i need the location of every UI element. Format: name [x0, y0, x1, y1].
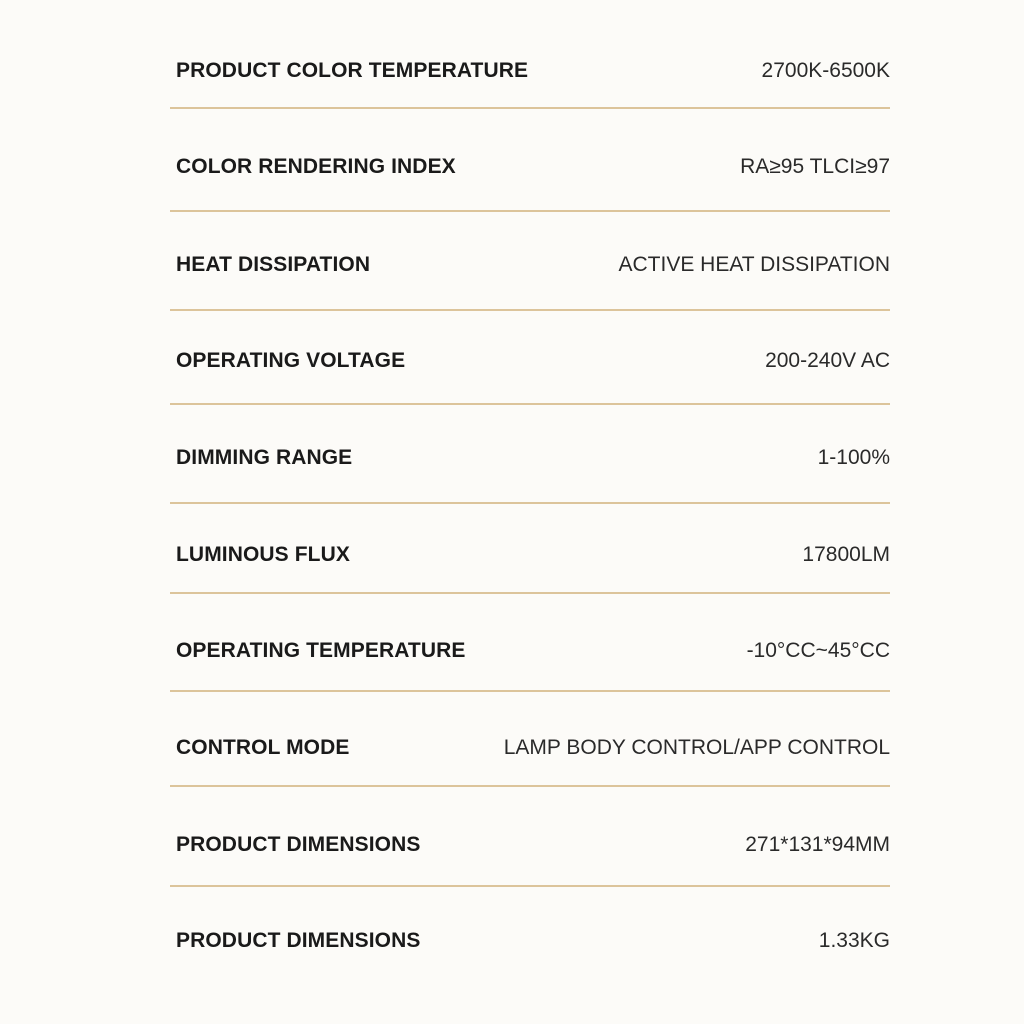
spec-row-luminous-flux: [170, 525, 890, 585]
spec-row-heat-dissipation: [170, 235, 890, 295]
spec-value: 1.33KG: [818, 929, 890, 952]
spec-value: RA≥95 TLCI≥97: [740, 155, 890, 178]
row-divider: [170, 309, 890, 311]
spec-value: 271*131*94MM: [745, 833, 890, 856]
spec-value: 1-100%: [817, 446, 890, 469]
row-divider: [170, 403, 890, 405]
row-divider: [170, 592, 890, 594]
spec-label: PRODUCT COLOR TEMPERATURE: [176, 59, 529, 82]
row-divider: [170, 785, 890, 787]
spec-row-control-mode: [170, 718, 890, 778]
spec-label: DIMMING RANGE: [176, 446, 353, 469]
spec-row-operating-voltage: [170, 331, 890, 391]
spec-value: LAMP BODY CONTROL/APP CONTROL: [503, 736, 890, 759]
spec-value: 2700K-6500K: [761, 59, 890, 82]
row-divider: [170, 107, 890, 109]
spec-row-color-rendering-index: [170, 137, 890, 197]
spec-row-product-dimensions: [170, 815, 890, 875]
spec-label: CONTROL MODE: [176, 736, 350, 759]
row-divider: [170, 502, 890, 504]
spec-label: LUMINOUS FLUX: [176, 543, 350, 566]
spec-label: OPERATING TEMPERATURE: [176, 639, 466, 662]
row-divider: [170, 885, 890, 887]
spec-label: PRODUCT DIMENSIONS: [176, 833, 421, 856]
spec-row-dimming-range: [170, 428, 890, 488]
row-divider: [170, 690, 890, 692]
spec-value: -10°CC~45°CC: [746, 639, 890, 662]
spec-label: HEAT DISSIPATION: [176, 253, 371, 276]
spec-row-product-weight: [170, 911, 890, 971]
spec-label: PRODUCT DIMENSIONS: [176, 929, 421, 952]
spec-row-operating-temperature: [170, 621, 890, 681]
spec-label: OPERATING VOLTAGE: [176, 349, 406, 372]
spec-value: ACTIVE HEAT DISSIPATION: [618, 253, 890, 276]
spec-label: COLOR RENDERING INDEX: [176, 155, 456, 178]
spec-row-color-temperature: [170, 41, 890, 101]
spec-value: 17800LM: [802, 543, 890, 566]
row-divider: [170, 210, 890, 212]
spec-value: 200-240V AC: [765, 349, 890, 372]
